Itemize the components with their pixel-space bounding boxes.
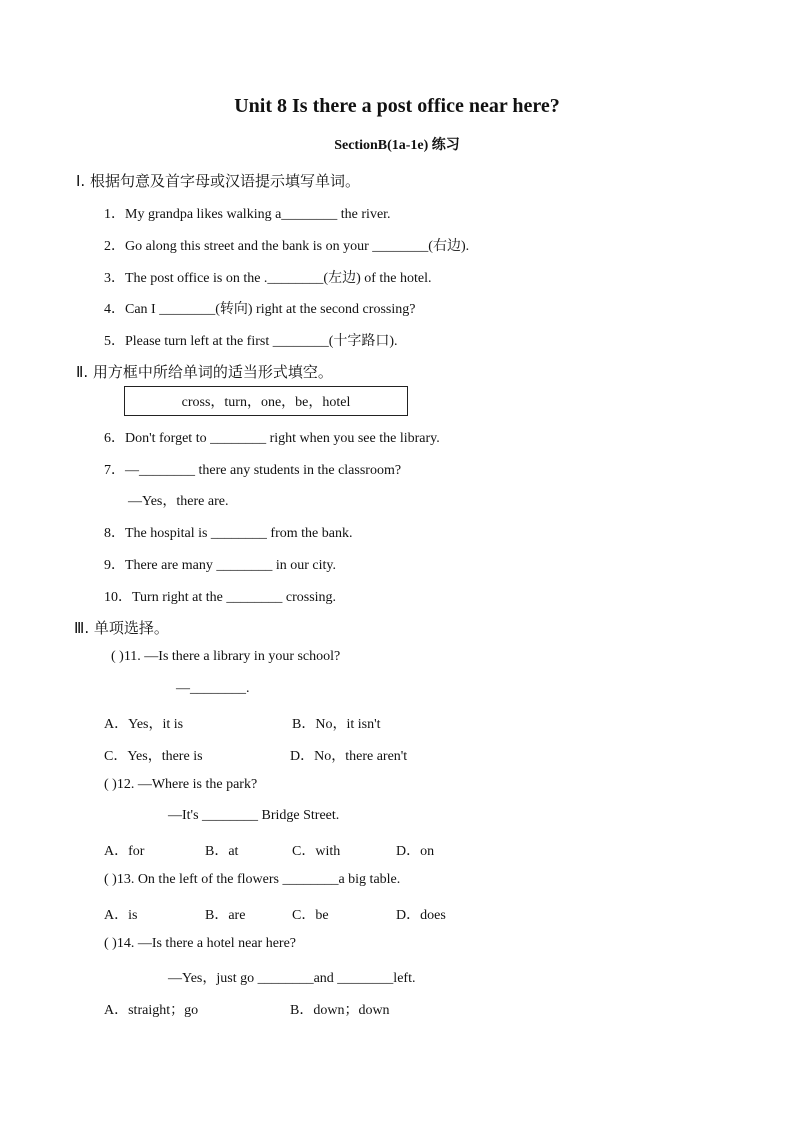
question-2: 2．Go along this street and the bank is on your ________(右边). (104, 239, 470, 254)
question-9: 9．There are many ________ in our city. (104, 558, 336, 573)
question-11-answer: —________. (176, 681, 250, 696)
option-13-a: A．is (104, 908, 138, 923)
option-13-d: D．does (396, 908, 446, 923)
question-14: ( )14. —Is there a hotel near here? (104, 936, 297, 951)
option-11-b: B．No，it isn't (292, 717, 381, 732)
option-13-b: B．are (205, 908, 246, 923)
question-7: 7．—________ there any students in the classroom? (104, 463, 402, 478)
option-12-a: A．for (104, 844, 145, 859)
question-12: ( )12. —Where is the park? (104, 777, 258, 792)
question-14-answer: —Yes，just go ________and ________left. (168, 971, 416, 986)
question-8: 8．The hospital is ________ from the bank. (104, 526, 353, 541)
question-13: ( )13. On the left of the flowers ________a big table. (104, 872, 401, 887)
word-box: cross，turn，one，be，hotel (124, 386, 408, 416)
section-3-heading: Ⅲ. 单项选择。 (74, 619, 169, 637)
question-10: 10．Turn right at the ________ crossing. (104, 590, 337, 605)
question-4: 4．Can I ________(转向) right at the second crossing? (104, 302, 416, 317)
question-5: 5．Please turn left at the first ________(十字路口). (104, 334, 398, 349)
page-title: Unit 8 Is there a post office near here? (234, 95, 560, 117)
page-subtitle: SectionB(1a-1e) 练习 (334, 138, 460, 153)
section-2-heading: Ⅱ. 用方框中所给单词的适当形式填空。 (76, 363, 333, 381)
question-3: 3．The post office is on the .________(左边) of the hotel. (104, 271, 432, 286)
question-12-answer: —It's ________ Bridge Street. (168, 808, 340, 823)
option-12-c: C．with (292, 844, 341, 859)
question-11: ( )11. —Is there a library in your school? (111, 649, 341, 664)
option-13-c: C．be (292, 908, 329, 923)
option-11-c: C．Yes，there is (104, 749, 203, 764)
option-12-b: B．at (205, 844, 239, 859)
question-6: 6．Don't forget to ________ right when you see the library. (104, 431, 440, 446)
option-14-b: B．down；down (290, 1003, 390, 1018)
question-7-answer: —Yes，there are. (128, 494, 229, 509)
option-11-d: D．No，there aren't (290, 749, 408, 764)
question-1: 1．My grandpa likes walking a________ the river. (104, 207, 391, 222)
section-1-heading: Ⅰ. 根据句意及首字母或汉语提示填写单词。 (76, 172, 360, 190)
option-12-d: D．on (396, 844, 435, 859)
option-14-a: A．straight；go (104, 1003, 199, 1018)
option-11-a: A．Yes，it is (104, 717, 184, 732)
